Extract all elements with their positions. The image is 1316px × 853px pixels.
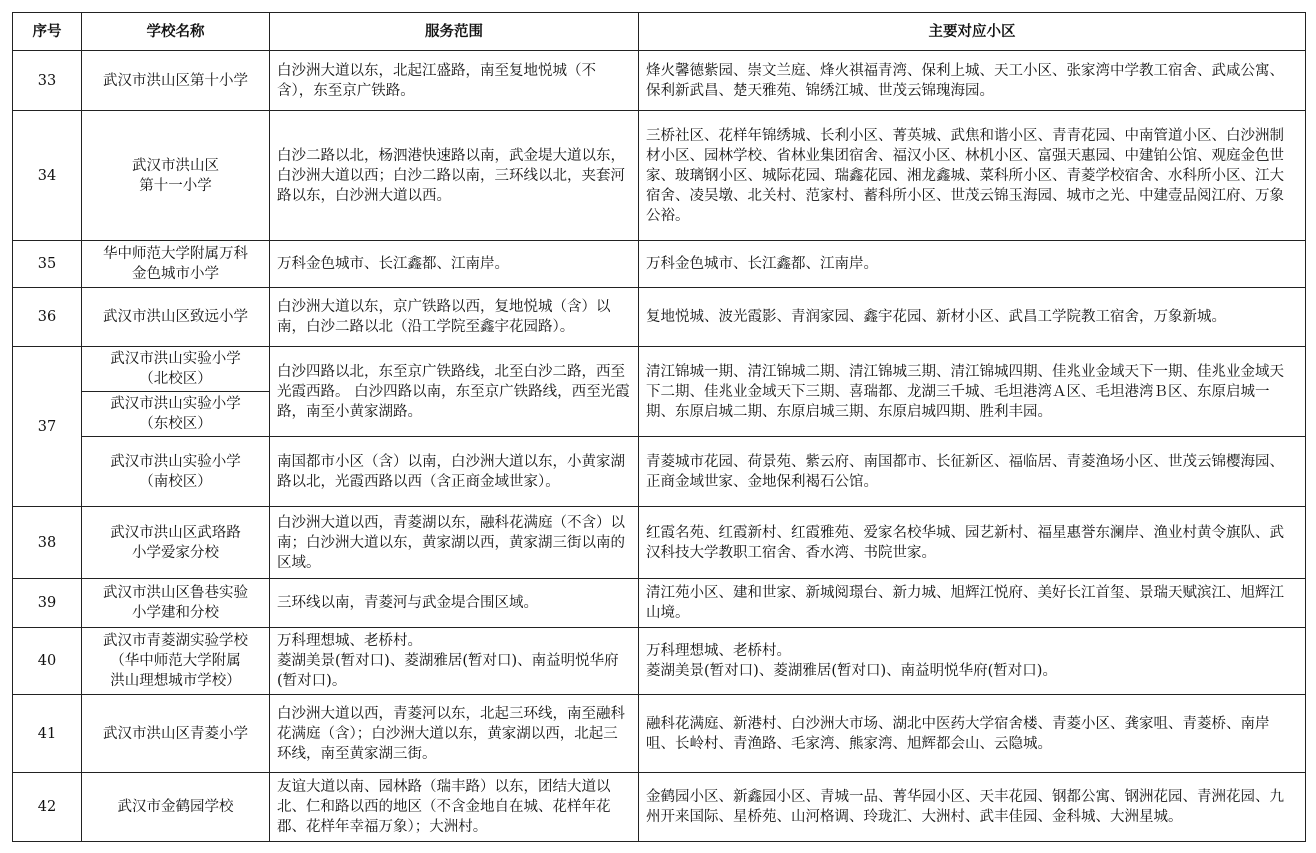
school-name-line: （华中师范大学附属 xyxy=(110,653,241,669)
school-name-line: 武汉市洪山实验小学 xyxy=(110,453,241,470)
table-row xyxy=(13,347,1306,392)
service-line: 万科理想城、老桥村。 xyxy=(277,633,422,649)
service-area: 白沙洲大道以东，北起江盛路，南至复地悦城（不含），东至京广铁路。 xyxy=(270,51,639,111)
table-row xyxy=(13,288,1306,347)
service-area: 白沙洲大道以西，青菱湖以东，融科花满庭（不含）以南；白沙洲大道以东，黄家湖以西，黄家湖三街以南的区域。 xyxy=(270,507,639,579)
communities: 万科金色城市、长江鑫都、江南岸。 xyxy=(639,241,1306,288)
service-area: 白沙二路以北，杨泗港快速路以南，武金堤大道以东，白沙洲大道以西；白沙二路以南，三环线以北，夹套河路以东，白沙洲大道以西。 xyxy=(270,111,639,241)
communities-line: 菱湖美景(暂对口)、菱湖雅居(暂对口)、南益明悦华府(暂对口)。 xyxy=(646,663,1057,679)
communities: 烽火馨德紫园、崇文兰庭、烽火祺福青湾、保利上城、天工小区、张家湾中学教工宿舍、武咸公寓、保利新武昌、楚天雅苑、锦绣江城、世茂云锦瑰海园。 xyxy=(639,51,1306,111)
row-number: 40 xyxy=(13,628,82,695)
communities: 青菱城市花园、荷景苑、紫云府、南国都市、长征新区、福临居、青菱渔场小区、世茂云锦樱海园、正商金域世家、金地保利褐石公馆。 xyxy=(639,437,1306,507)
header-communities: 主要对应小区 xyxy=(639,13,1306,51)
communities: 融科花满庭、新港村、白沙洲大市场、湖北中医药大学宿舍楼、青菱小区、龚家咀、青菱桥、南岸咀、长岭村、青渔路、毛家湾、熊家湾、旭辉都会山、云隐城。 xyxy=(639,695,1306,773)
row-number: 34 xyxy=(13,111,82,241)
header-row xyxy=(13,13,1306,51)
service-area: 友谊大道以南、园林路（瑞丰路）以东，团结大道以北、仁和路以西的地区（不含金地自在城、花样年花郡、花样年幸福万象）；大洲村。 xyxy=(270,773,639,842)
table-row xyxy=(13,507,1306,579)
header-no: 序号 xyxy=(13,13,82,51)
school-name-east xyxy=(82,392,270,437)
table-row xyxy=(13,628,1306,695)
school-name-line: （南校区） xyxy=(139,473,212,490)
service-area: 白沙四路以北，东至京广铁路线，北至白沙二路，西至光霞西路。 白沙四路以南，东至京广铁路线，西至光霞路，南至小黄家湖路。 xyxy=(270,347,639,437)
service-area xyxy=(270,628,639,695)
service-area: 南国都市小区（含）以南，白沙洲大道以东，小黄家湖路以北，光霞西路以西（含正商金域世家）。 xyxy=(270,437,639,507)
school-name-line: 武汉市金鹤园学校 xyxy=(117,799,234,815)
row-number: 33 xyxy=(13,51,82,111)
school-name xyxy=(82,695,270,773)
row-number: 38 xyxy=(13,507,82,579)
service-line: 菱湖美景(暂对口)、菱湖雅居(暂对口)、南益明悦华府(暂对口)。 xyxy=(277,653,619,689)
school-district-table xyxy=(12,12,1306,842)
school-name-line: 武汉市洪山区鲁巷实验 xyxy=(103,585,248,601)
school-name xyxy=(82,579,270,628)
communities: 清江苑小区、建和世家、新城阅璟台、新力城、旭辉江悦府、美好长江首玺、景瑞天赋滨江、旭辉江山境。 xyxy=(639,579,1306,628)
school-name xyxy=(82,241,270,288)
communities-line: 万科理想城、老桥村。 xyxy=(646,643,791,659)
school-name xyxy=(82,773,270,842)
table-row xyxy=(13,241,1306,288)
school-name xyxy=(82,51,270,111)
school-name-line: 第十一小学 xyxy=(139,177,212,194)
service-area: 三环线以南，青菱河与武金堤合围区域。 xyxy=(270,579,639,628)
school-name-line: 洪山理想城市学校） xyxy=(110,673,241,689)
school-name-south xyxy=(82,437,270,507)
school-name-line: 武汉市洪山区致远小学 xyxy=(103,309,248,325)
table-row xyxy=(13,111,1306,241)
service-area: 白沙洲大道以东，京广铁路以西，复地悦城（含）以南，白沙二路以北（沿工学院至鑫宇花园路）。 xyxy=(270,288,639,347)
school-name xyxy=(82,111,270,241)
communities: 三桥社区、花样年锦绣城、长利小区、菁英城、武焦和谐小区、青青花园、中南管道小区、白沙洲制材小区、园林学校、省林业集团宿舍、福汉小区、林机小区、富强天惠园、中建铂公馆、观庭金色世家、玻璃钢小区、城际花园、瑞鑫花园、湘龙鑫城、菜科所小区、青菱学校宿舍、水科所小区、江大宿舍、凌吴墩、北关村、范家村、蓄科所小区、世茂云锦玉海园、城市之光、中建壹品阅江府、万象公裕。 xyxy=(639,111,1306,241)
table-row xyxy=(13,773,1306,842)
service-area: 万科金色城市、长江鑫都、江南岸。 xyxy=(270,241,639,288)
school-name-line: 华中师范大学附属万科 xyxy=(103,246,248,262)
school-name-line: 武汉市洪山区武珞路 xyxy=(110,524,241,541)
table-row xyxy=(13,437,1306,507)
communities: 金鹤园小区、新鑫园小区、青城一品、菁华园小区、天丰花园、钢都公寓、钢洲花园、青洲花园、九州开来国际、星桥苑、山河格调、玲珑汇、大洲村、武丰佳园、金科城、大洲星城。 xyxy=(639,773,1306,842)
school-name-line: 金色城市小学 xyxy=(132,266,219,282)
table-row xyxy=(13,695,1306,773)
table-row xyxy=(13,579,1306,628)
row-number: 36 xyxy=(13,288,82,347)
school-name-north xyxy=(82,347,270,392)
school-name-line: 小学爱家分校 xyxy=(132,544,219,561)
communities xyxy=(639,628,1306,695)
communities: 复地悦城、波光霞影、青润家园、鑫宇花园、新材小区、武昌工学院教工宿舍，万象新城。 xyxy=(639,288,1306,347)
row-number: 39 xyxy=(13,579,82,628)
communities: 清江锦城一期、清江锦城二期、清江锦城三期、清江锦城四期、佳兆业金域天下一期、佳兆业金域天下二期、佳兆业金域天下三期、喜瑞都、龙湖三千城、毛坦港湾Ａ区、毛坦港湾Ｂ区、东原启城一期、东原启城二期、东原启城三期、东原启城四期、胜利丰园。 xyxy=(639,347,1306,437)
service-area: 白沙洲大道以西，青菱河以东，北起三环线，南至融科花满庭（含）；白沙洲大道以东，黄家湖以西，北起三环线，南至黄家湖三街。 xyxy=(270,695,639,773)
school-name-line: 武汉市洪山实验小学 xyxy=(110,351,241,367)
header-school: 学校名称 xyxy=(82,13,270,51)
communities: 红霞名苑、红霞新村、红霞雅苑、爱家名校华城、园艺新村、福星惠誉东澜岸、渔业村黄令旗队、武汉科技大学教职工宿舍、香水湾、书院世家。 xyxy=(639,507,1306,579)
school-name xyxy=(82,507,270,579)
school-name-line: （北校区） xyxy=(139,371,212,387)
school-name xyxy=(82,288,270,347)
row-number: 42 xyxy=(13,773,82,842)
school-name xyxy=(82,628,270,695)
row-number: 37 xyxy=(13,347,82,507)
table-row xyxy=(13,51,1306,111)
school-name-line: （东校区） xyxy=(139,416,212,432)
row-number: 41 xyxy=(13,695,82,773)
school-name-line: 武汉市洪山区 xyxy=(132,157,219,174)
school-name-line: 武汉市洪山实验小学 xyxy=(110,396,241,412)
row-number: 35 xyxy=(13,241,82,288)
school-name-line: 武汉市青菱湖实验学校 xyxy=(103,633,248,649)
school-name-line: 武汉市洪山区青菱小学 xyxy=(103,725,248,742)
header-service: 服务范围 xyxy=(270,13,639,51)
school-name-line: 小学建和分校 xyxy=(132,605,219,621)
school-name-line: 武汉市洪山区第十小学 xyxy=(103,72,248,89)
